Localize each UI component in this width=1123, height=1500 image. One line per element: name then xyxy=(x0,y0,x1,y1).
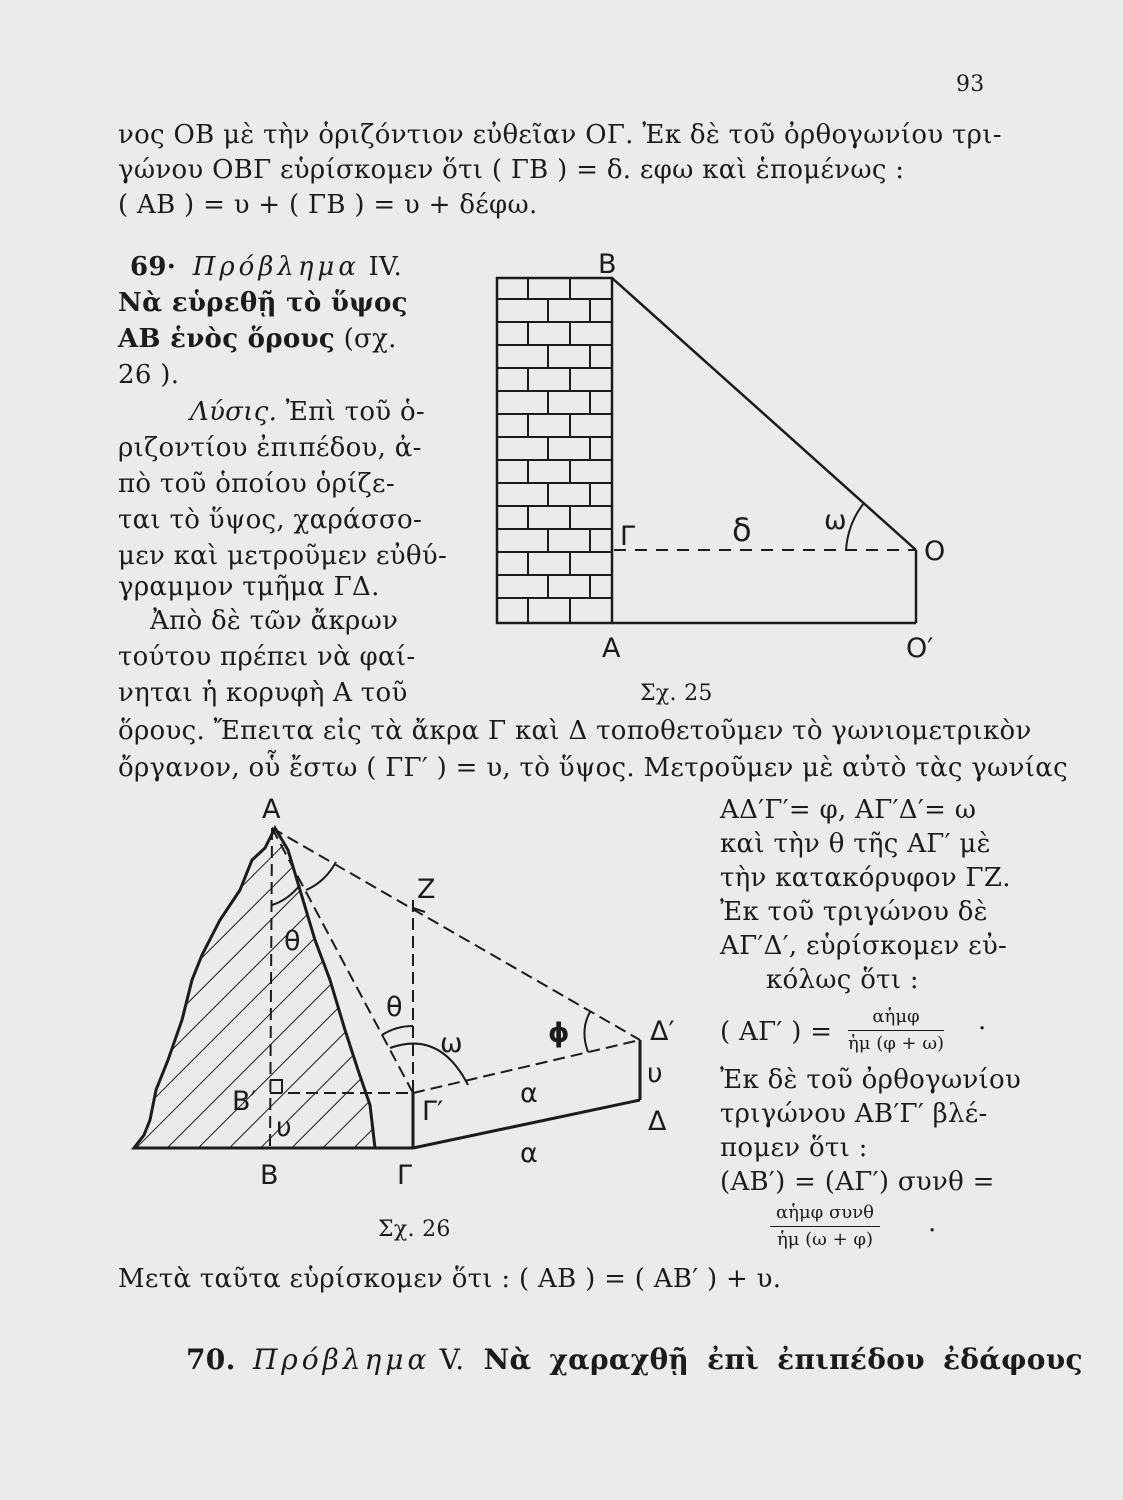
sight-line-BO xyxy=(612,278,916,550)
intro-line-2: γώνου ΟΒΓ εὑρίσκομεν ὅτι ( ΓΒ ) = δ. εφω καὶ ἑπομένως : xyxy=(118,155,905,185)
solution-line-1-text: Ἐπὶ τοῦ ὁ- xyxy=(285,397,426,427)
conclusion-line: Μετὰ ταῦτα εὑρίσκομεν ὅτι : ( ΑΒ ) = ( ΑΒ′ ) + υ. xyxy=(118,1264,782,1294)
fig26-label-a2: α xyxy=(520,1138,538,1169)
fig26-label-u2: υ xyxy=(276,1112,292,1143)
solution-line-9: νηται ἡ κορυφὴ Α τοῦ xyxy=(118,678,408,708)
solution-line-6: γραμμον τμῆμα ΓΔ. xyxy=(118,572,380,602)
problem-69-figref-2: 26 ). xyxy=(118,360,180,390)
eq1-numerator: αἡμφ xyxy=(848,1006,944,1031)
eq1-end: · xyxy=(978,1014,987,1044)
problem-69-title-2 xyxy=(118,322,397,356)
figure-26 xyxy=(120,790,680,1210)
fig26-label-phi: ϕ xyxy=(548,1018,570,1049)
problem-70-heading xyxy=(186,1343,1083,1377)
angle-omega-arc xyxy=(846,503,864,550)
solution-line-5: μεν καὶ μετροῦμεν εὐθύ- xyxy=(118,541,448,571)
right-line-3: τὴν κατακόρυφον ΓΖ. xyxy=(720,863,1011,893)
right-line-1: ΑΔ′Γ′= φ, ΑΓ′Δ′= ω xyxy=(720,795,977,825)
problem-69-title-2-text: ΑΒ ἑνὸς ὅρους xyxy=(118,324,336,354)
solution-line-4: ται τὸ ὕψος, χαράσσο- xyxy=(118,505,423,535)
eq2-end: . xyxy=(928,1208,937,1238)
right2-line-4: (ΑΒ′) = (ΑΓ′) συνθ = xyxy=(720,1167,995,1197)
fig26-label-B1: B′ xyxy=(232,1086,257,1117)
problem-69-title-1: Νὰ εὑρεθῇ τὸ ὕψος xyxy=(118,288,408,318)
full-line-1: ὅρους. Ἔπειτα εἰς τὰ ἄκρα Γ καὶ Δ τοποθετοῦμεν τὸ γωνιομετρικὸν xyxy=(118,716,1032,746)
figure-25-caption: Σχ. 25 xyxy=(640,681,713,706)
problem-70-roman: V. xyxy=(439,1343,465,1376)
fig26-label-G1: Γ′ xyxy=(422,1096,444,1127)
fig26-label-A: A xyxy=(262,794,281,825)
fig26-label-a1: α xyxy=(520,1078,538,1109)
fig26-label-Z: Z xyxy=(417,874,436,905)
problem-70-number: 70. xyxy=(186,1343,236,1376)
fig25-label-delta: δ xyxy=(732,511,752,549)
right2-line-1: Ἐκ δὲ τοῦ ὀρθογωνίου xyxy=(720,1065,1022,1095)
eq2-denominator: ἡμ (ω + φ) xyxy=(776,1229,874,1250)
page-number: 93 xyxy=(956,72,985,97)
angle-top-sight xyxy=(306,862,336,890)
angle-theta-mid xyxy=(382,1026,413,1035)
figure-25 xyxy=(480,245,980,715)
fig26-label-theta2: θ xyxy=(386,992,403,1023)
fig25-label-O2: O′ xyxy=(906,633,934,664)
fig26-label-G: Γ xyxy=(397,1160,413,1191)
right-line-5: ΑΓ′Δ′, εὑρίσκομεν εὐ- xyxy=(720,931,1008,961)
eq2-numerator: αἡμφ συνθ xyxy=(770,1202,880,1227)
full-line-2: ὄργανον, οὗ ἔστω ( ΓΓ′ ) = υ, τὸ ὕψος. Μετροῦμεν μὲ αὐτὸ τὰς γωνίας xyxy=(118,753,1068,783)
fig26-label-D: Δ xyxy=(648,1106,667,1137)
solution-label: Λύσις. xyxy=(190,397,278,427)
fig25-label-A: A xyxy=(602,633,621,664)
eq1-denominator: ἡμ (φ + ω) xyxy=(848,1033,945,1054)
solution-line-8: τούτου πρέπει νὰ φαί- xyxy=(118,642,416,672)
fig26-label-u1: υ xyxy=(647,1058,663,1089)
fig25-label-G: Γ xyxy=(620,521,636,552)
wall-outline xyxy=(497,278,612,623)
problem-69-roman: IV. xyxy=(368,252,403,282)
eq1-fraction xyxy=(848,1006,944,1055)
right-line-4: Ἐκ τοῦ τριγώνου δὲ xyxy=(720,897,988,927)
angle-phi xyxy=(584,1012,590,1052)
problem-69-label: Πρόβλημα xyxy=(192,252,360,282)
solution-line-7: Ἀπὸ δὲ τῶν ἄκρων xyxy=(150,606,399,636)
problem-69-number: 69· xyxy=(130,252,177,282)
solution-line-1 xyxy=(190,395,425,429)
right-line-6: κόλως ὅτι : xyxy=(766,965,919,995)
problem-69-heading xyxy=(130,250,402,284)
fig25-label-omega: ω xyxy=(824,505,847,536)
solution-line-2: ριζοντίου ἐπιπέδου, ἀ- xyxy=(118,433,422,463)
problem-70-label: Πρόβλημα xyxy=(252,1343,431,1376)
wall-bricks xyxy=(497,278,612,623)
fig25-label-B: B xyxy=(598,249,617,280)
right-line-2: καὶ τὴν θ τῆς ΑΓ′ μὲ xyxy=(720,829,991,859)
fig26-label-omega: ω xyxy=(440,1028,463,1059)
fig26-label-D1: Δ′ xyxy=(650,1016,675,1047)
intro-line-1: νος ΟΒ μὲ τὴν ὁριζόντιον εὐθεῖαν ΟΓ. Ἐκ δὲ τοῦ ὀρθογωνίου τρι- xyxy=(118,120,1002,150)
problem-69-figref: (σχ. xyxy=(343,324,397,354)
problem-70-title: Νὰ χαραχθῇ ἐπὶ ἐπιπέδου ἐδάφους xyxy=(483,1343,1083,1376)
right2-line-3: πομεν ὅτι : xyxy=(720,1133,868,1163)
eq1-lhs: ( ΑΓ′ ) = xyxy=(720,1017,833,1047)
fig26-label-theta1: θ xyxy=(284,926,301,957)
solution-line-3: πὸ τοῦ ὁποίου ὁρίζε- xyxy=(118,469,395,499)
fig25-label-O: O xyxy=(924,536,946,567)
eq2-fraction xyxy=(770,1202,880,1251)
right2-line-2: τριγώνου ΑΒ′Γ′ βλέ- xyxy=(720,1099,988,1129)
figure-26-caption: Σχ. 26 xyxy=(378,1217,451,1242)
intro-line-3: ( ΑΒ ) = υ + ( ΓΒ ) = υ + δέφω. xyxy=(118,190,538,220)
fig26-label-B: B xyxy=(260,1160,279,1191)
